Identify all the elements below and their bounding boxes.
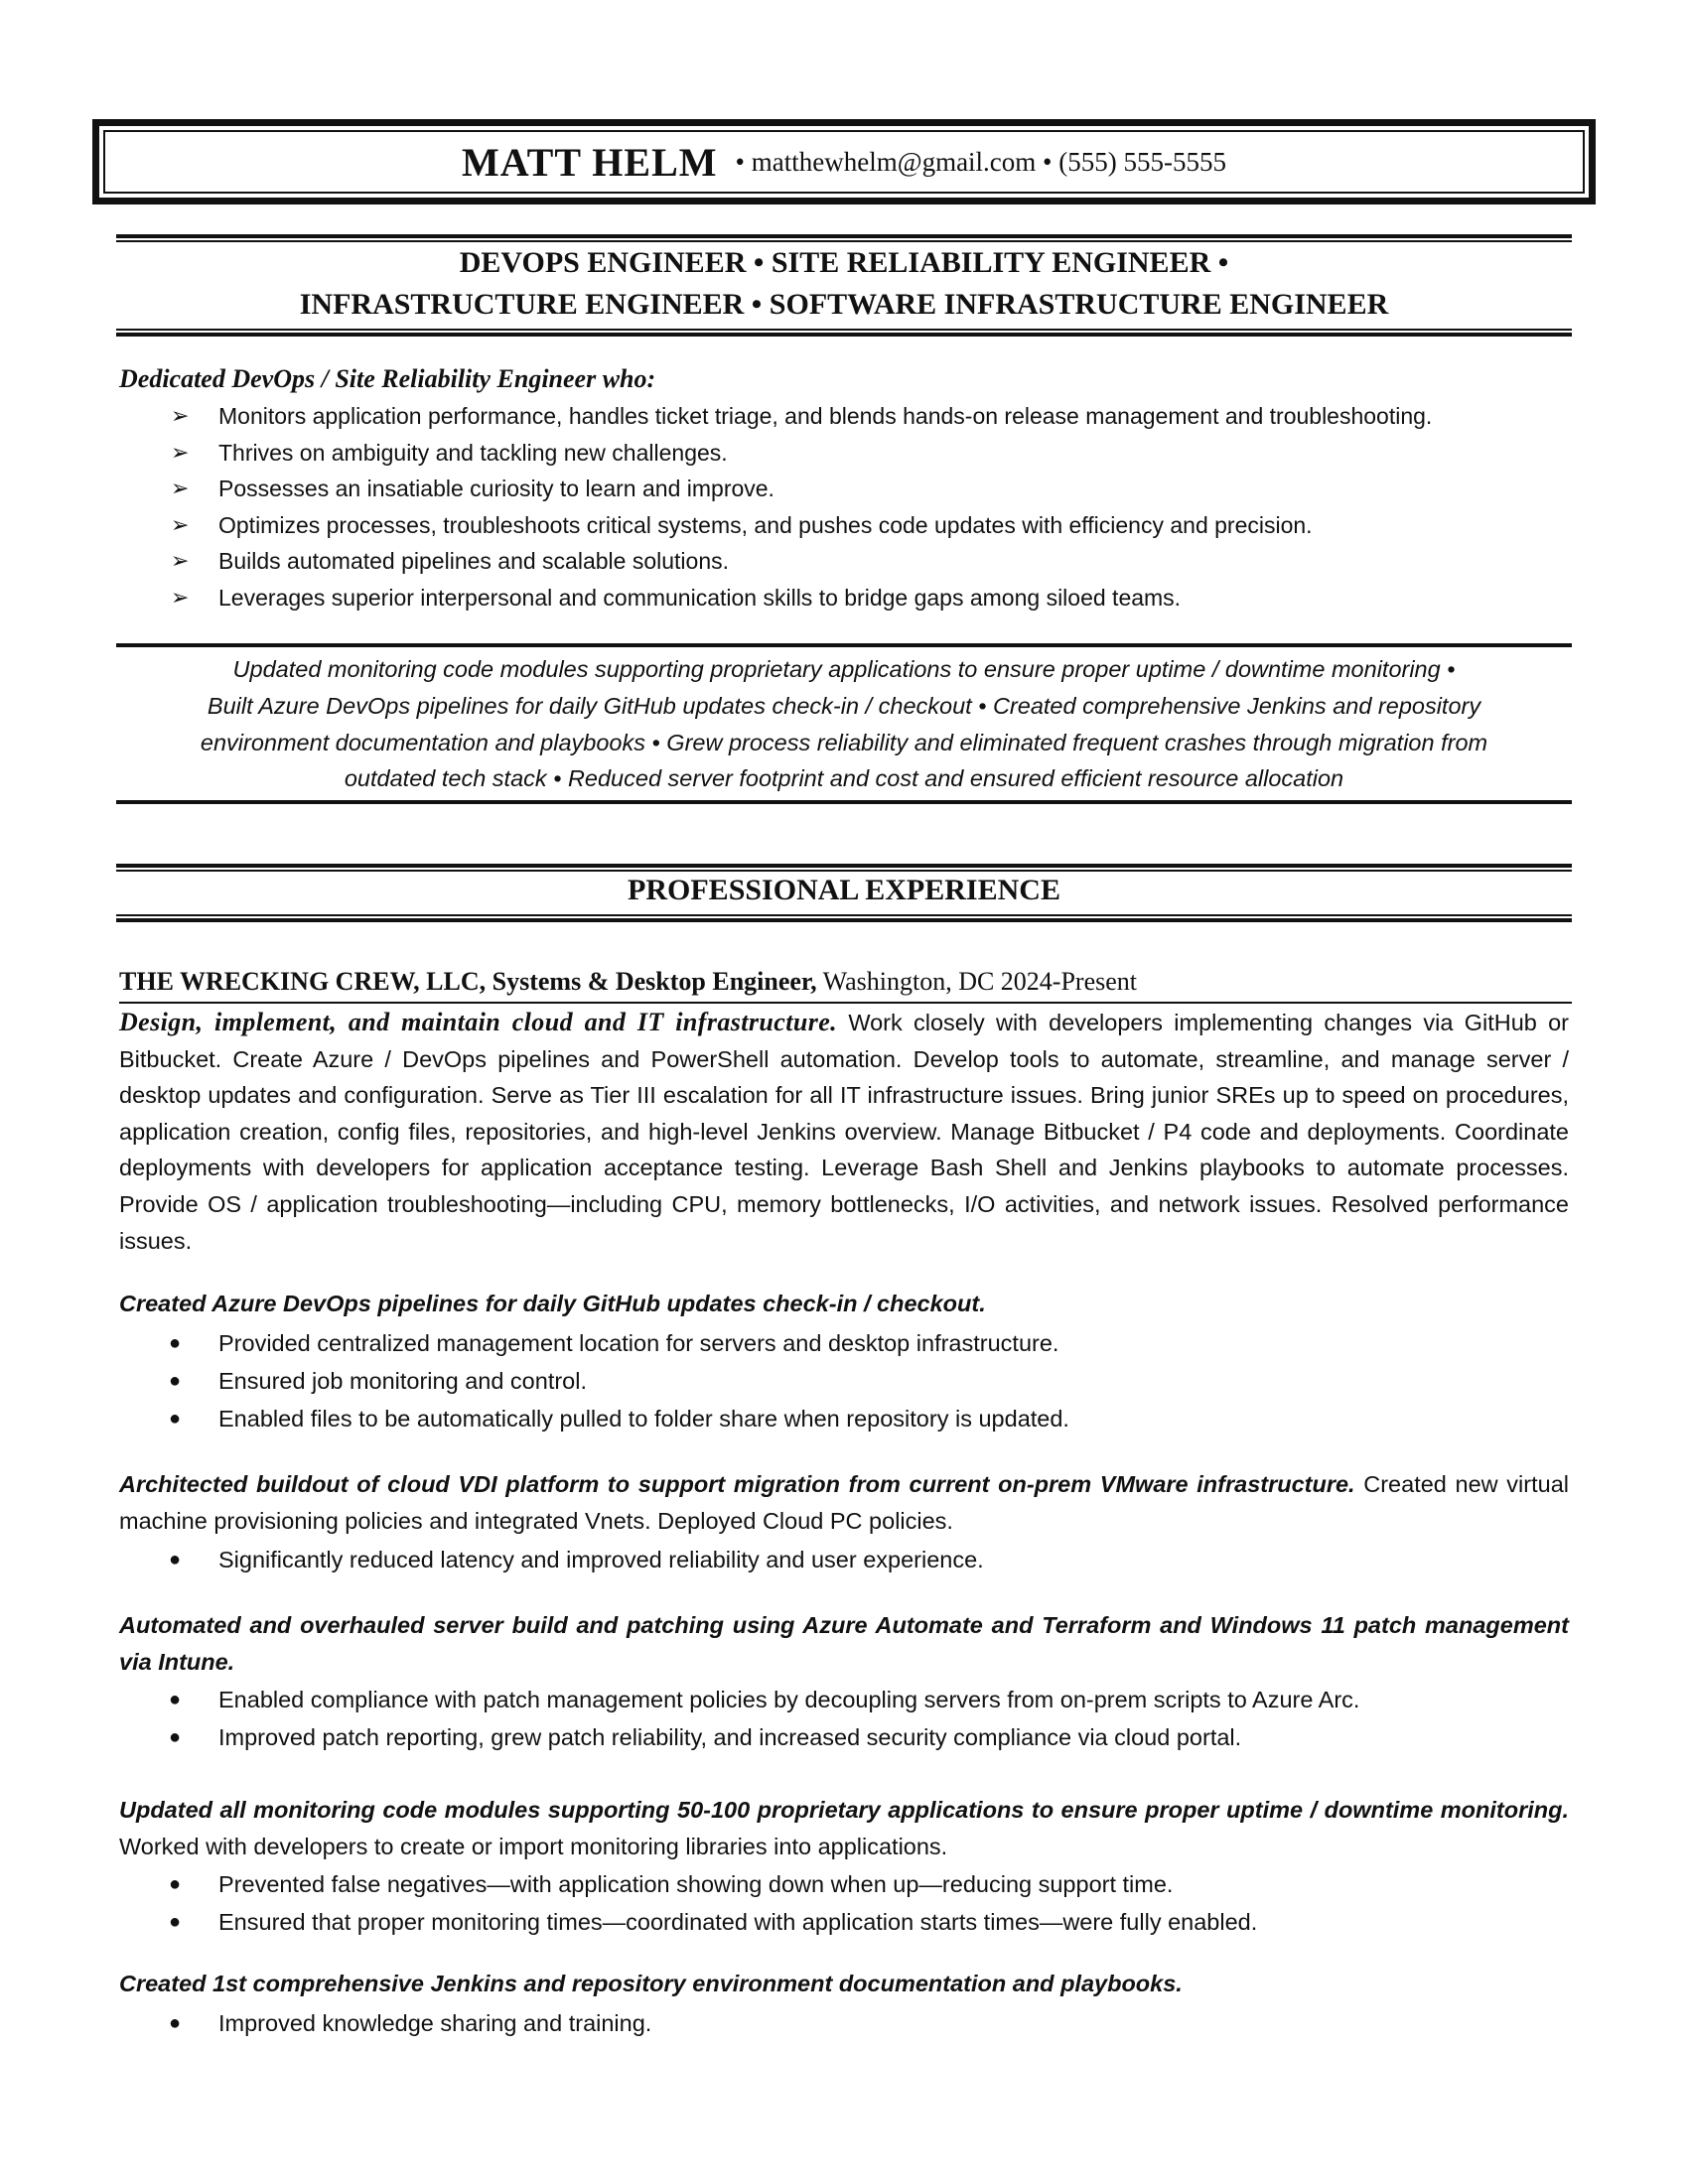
achievement-heading: Created Azure DevOps pipelines for daily GitHub updates check-in / checkout.	[119, 1291, 986, 1316]
title-rule-bottom-thin	[116, 329, 1572, 331]
achievement-paragraph	[119, 1607, 1569, 1680]
bullet-dot-icon: ●	[169, 1370, 182, 1392]
bullet-dot-icon: ●	[169, 1332, 182, 1354]
titles-line-2: INFRASTRUCTURE ENGINEER • SOFTWARE INFRASTRUCTURE ENGINEER	[299, 288, 1389, 321]
highlights-line-1: Updated monitoring code modules supporting proprietary applications to ensure proper uptime / downtime monitoring •	[232, 656, 1456, 682]
section-rule-bottom-thin	[116, 914, 1572, 916]
achievement-bullet	[169, 1362, 1559, 1400]
title-rule-bottom	[116, 333, 1572, 337]
achievement-bullet-text: Improved knowledge sharing and training.	[218, 2010, 652, 2036]
achievement-text: Worked with developers to create or import monitoring libraries into applications.	[119, 1833, 948, 1859]
summary-item	[169, 543, 1579, 580]
achievement-bullet-text: Ensured that proper monitoring times—coordinated with application starts times—were fully enabled.	[218, 1909, 1258, 1935]
job-company-title: THE WRECKING CREW, LLC, Systems & Desktop Engineer,	[119, 967, 817, 996]
summary-item	[169, 580, 1579, 616]
achievement-bullets	[169, 1324, 1559, 1437]
bullet-dot-icon: ●	[169, 1911, 182, 1933]
bullet-dot-icon: ●	[169, 1549, 182, 1570]
achievement-bullet-text: Provided centralized management location for servers and desktop infrastructure.	[218, 1330, 1059, 1356]
highlights-line-3: environment documentation and playbooks • Grew process reliability and eliminated frequent crashes through migration from	[200, 729, 1488, 755]
name-header-inner	[103, 130, 1585, 194]
achievement-paragraph	[119, 1466, 1569, 1539]
achievement-lead: Architected buildout of cloud VDI platform to support migration from current on-prem VMware infrastructure.	[119, 1471, 1355, 1497]
highlights-rule-bottom	[116, 800, 1572, 804]
achievement-bullets	[169, 2004, 1559, 2042]
achievement-bullet-text: Significantly reduced latency and improved reliability and user experience.	[218, 1547, 984, 1572]
highlights-line-2: Built Azure DevOps pipelines for daily GitHub updates check-in / checkout • Created comprehensive Jenkins and repository	[207, 692, 1481, 719]
job-overview-lead: Design, implement, and maintain cloud and IT infrastructure.	[119, 1008, 838, 1036]
achievement-bullet	[169, 1718, 1559, 1756]
section-rule-top-thin	[116, 870, 1572, 872]
achievement-lead: Updated all monitoring code modules supporting 50-100 proprietary applications to ensure proper uptime / downtime monitoring.	[119, 1797, 1569, 1823]
arrow-bullet-icon: ➢	[171, 403, 190, 428]
arrow-bullet-icon: ➢	[171, 511, 190, 537]
job-heading-rule	[119, 1002, 1572, 1004]
job-location-dates: Washington, DC 2024-Present	[816, 967, 1138, 996]
section-rule-bottom	[116, 918, 1572, 922]
bullet-dot-icon: ●	[169, 1726, 182, 1748]
achievement-bullet-text: Prevented false negatives—with application showing down when up—reducing support time.	[218, 1871, 1174, 1897]
arrow-bullet-icon: ➢	[171, 548, 190, 574]
titles-line-1: DEVOPS ENGINEER • SITE RELIABILITY ENGINEER •	[459, 246, 1229, 279]
achievement-bullet-text: Enabled compliance with patch management policies by decoupling servers from on-prem scripts to Azure Arc.	[218, 1687, 1360, 1712]
job-overview-text: Work closely with developers implementing changes via GitHub or Bitbucket. Create Azure / DevOps pipelines and PowerShell automation. Develop tools to automate, streamline, and manage server / desktop updates and configuration. Serve as Tier III escalation for all IT infrastructure issues. Bring junior SREs up to speed on procedures, application creation, config files, repositories, and high-level Jenkins overview. Manage Bitbucket / P4 code and deployments. Coordinate deployments with developers for application acceptance testing. Leverage Bash Shell and Jenkins playbooks to automate processes. Provide OS / application troubleshooting—including CPU, memory bottlenecks, I/O activities, and network issues. Resolved performance issues.	[119, 1010, 1569, 1254]
summary-item	[169, 435, 1579, 472]
section-title-experience: PROFESSIONAL EXPERIENCE	[628, 874, 1060, 906]
summary-lead: Dedicated DevOps / Site Reliability Engineer who:	[119, 364, 656, 393]
achievement-bullet-text: Improved patch reporting, grew patch reliability, and increased security compliance via cloud portal.	[218, 1724, 1242, 1750]
job-overview	[119, 1005, 1569, 1259]
arrow-bullet-icon: ➢	[171, 584, 190, 610]
bullet-dot-icon: ●	[169, 1408, 182, 1430]
candidate-name: MATT HELM	[462, 139, 718, 185]
achievement-heading: Created 1st comprehensive Jenkins and repository environment documentation and playbooks.	[119, 1971, 1183, 1996]
summary-item-text: Leverages superior interpersonal and communication skills to bridge gaps among siloed teams.	[218, 584, 1182, 611]
achievement-bullets	[169, 1865, 1559, 1941]
achievement-bullet	[169, 1681, 1559, 1718]
achievement-bullet	[169, 1865, 1559, 1903]
summary-list	[169, 398, 1579, 616]
highlights-line-4: outdated tech stack • Reduced server footprint and cost and ensured efficient resource allocation	[344, 765, 1344, 792]
target-titles	[116, 242, 1572, 326]
job-heading	[119, 967, 1137, 997]
achievement-bullet-text: Ensured job monitoring and control.	[218, 1368, 587, 1394]
achievement-lead: Automated and overhauled server build and patching using Azure Automate and Terraform and Windows 11 patch management via Intune.	[119, 1612, 1569, 1675]
achievement-bullet-text: Enabled files to be automatically pulled to folder share when repository is updated.	[218, 1406, 1069, 1432]
name-header-box	[92, 119, 1596, 205]
highlights-rule-top	[116, 643, 1572, 647]
achievement-bullet	[169, 1903, 1559, 1941]
achievement-bullet	[169, 1400, 1559, 1437]
achievement-bullet	[169, 2004, 1559, 2042]
arrow-bullet-icon: ➢	[171, 476, 190, 501]
achievement-bullet	[169, 1541, 1559, 1578]
achievement-bullets	[169, 1541, 1559, 1578]
achievement-bullets	[169, 1681, 1559, 1756]
title-rule-top	[116, 234, 1572, 238]
bullet-dot-icon: ●	[169, 1873, 182, 1895]
summary-item	[169, 398, 1579, 435]
bullet-dot-icon: ●	[169, 1689, 182, 1710]
contact-info: • matthewhelm@gmail.com • (555) 555-5555	[735, 146, 1226, 177]
section-rule-top	[116, 864, 1572, 868]
achievement-paragraph	[119, 1792, 1569, 1864]
arrow-bullet-icon: ➢	[171, 439, 190, 465]
achievement-text: Created new virtual machine provisioning policies and integrated Vnets. Deployed Cloud PC policies.	[119, 1471, 1569, 1534]
summary-item-text: Monitors application performance, handles ticket triage, and blends hands-on release management and troubleshooting.	[218, 403, 1433, 429]
summary-item-text: Possesses an insatiable curiosity to learn and improve.	[218, 476, 774, 502]
summary-item-text: Thrives on ambiguity and tackling new challenges.	[218, 439, 728, 466]
summary-item-text: Builds automated pipelines and scalable solutions.	[218, 548, 729, 575]
summary-item-text: Optimizes processes, troubleshoots critical systems, and pushes code updates with efficiency and precision.	[218, 511, 1313, 538]
career-highlights	[116, 651, 1572, 797]
achievement-bullet	[169, 1324, 1559, 1362]
summary-item	[169, 507, 1579, 544]
summary-item	[169, 471, 1579, 507]
bullet-dot-icon: ●	[169, 2012, 182, 2034]
